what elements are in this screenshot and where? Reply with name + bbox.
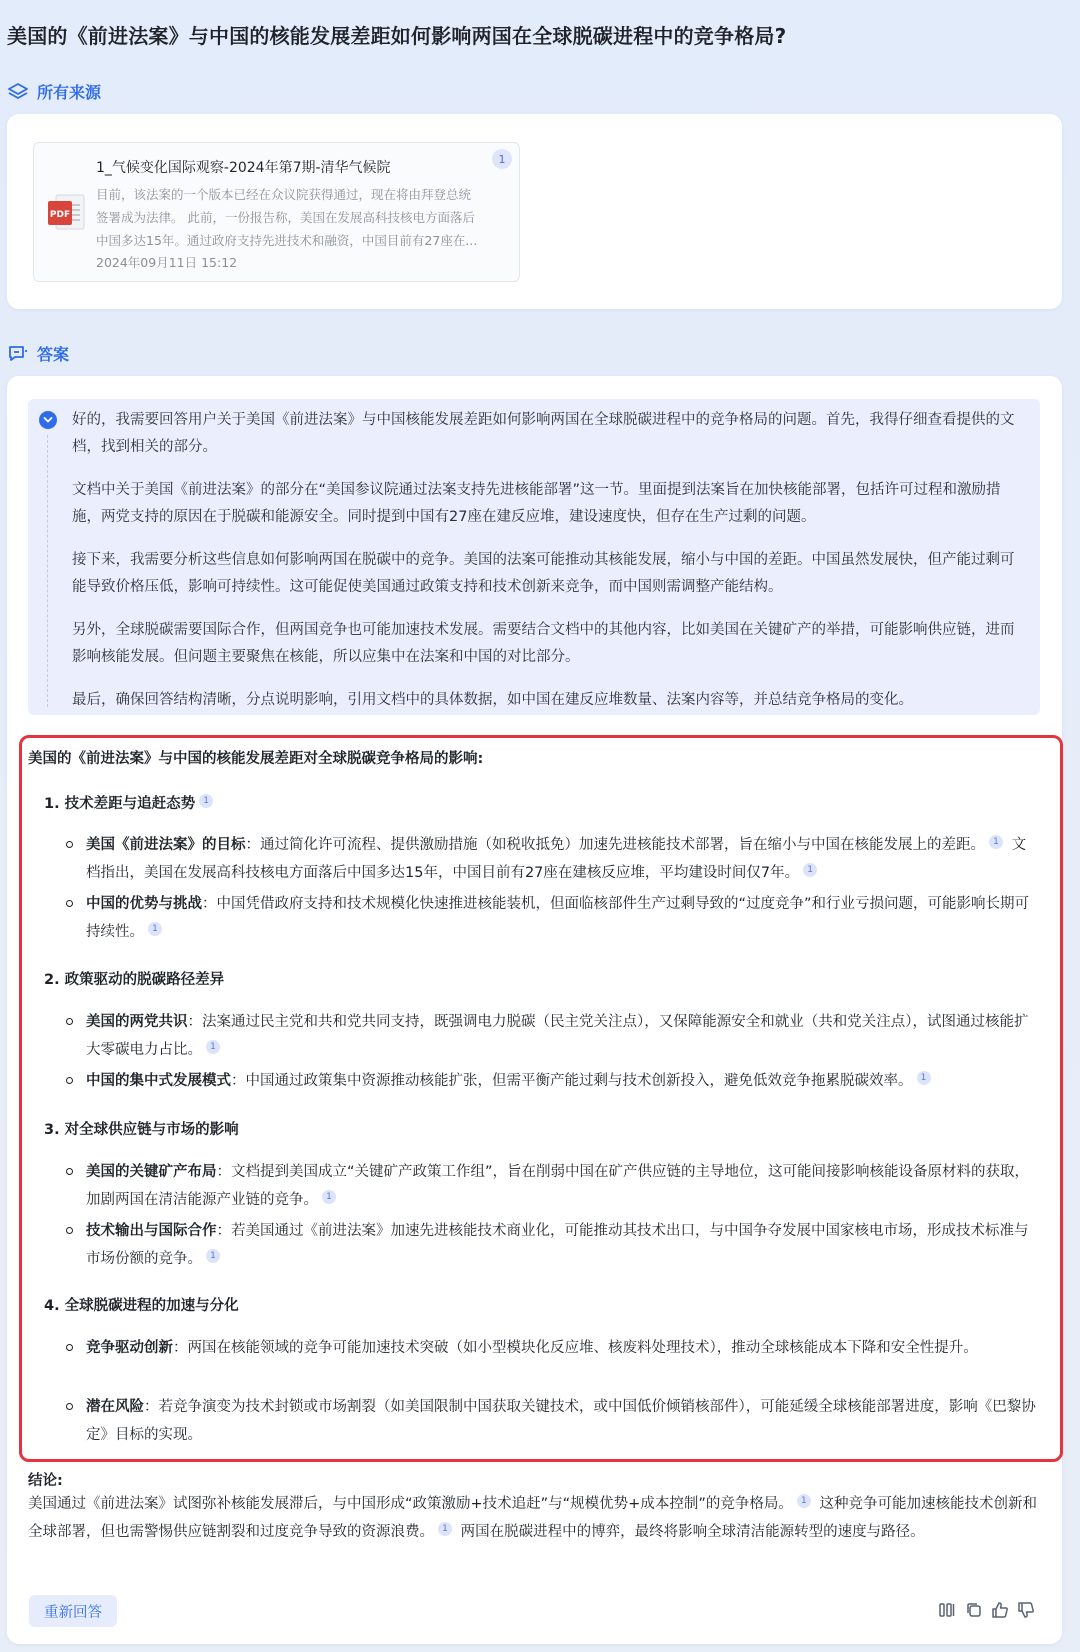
list-item: 竞争驱动创新：两国在核能领域的竞争可能加速技术突破（如小型模块化反应堆、核废料处理技术），推动全球核能成本下降和安全性提升。: [66, 1334, 1038, 1362]
thinking-text: [72, 407, 1020, 714]
question-title: 美国的《前进法案》与中国的核能发展差距如何影响两国在全球脱碳进程中的竞争格局?: [7, 24, 787, 48]
citation-badge[interactable]: 1: [322, 1190, 336, 1204]
thinking-collapse-toggle[interactable]: [39, 411, 57, 429]
citation-badge[interactable]: 1: [438, 1522, 452, 1536]
source-date: 2024年09月11日 15:12: [96, 255, 238, 270]
sources-header: [8, 80, 101, 103]
citation-badge[interactable]: 1: [917, 1071, 931, 1085]
source-card[interactable]: [33, 142, 520, 282]
source-index-badge: 1: [492, 149, 512, 169]
list-item: 中国的优势与挑战：中国凭借政府支持和技术规模化快速推进核能装机，但面临核部件生产过剩导致的“过度竞争”和行业亏损问题，可能影响长期可持续性。 1: [66, 890, 1038, 946]
copy-icon[interactable]: [965, 1601, 983, 1619]
thumbs-up-icon[interactable]: [991, 1601, 1009, 1619]
list-item: 中国的集中式发展模式：中国通过政策集中资源推动核能扩张，但需平衡产能过剩与技术创新投入，避免低效竞争拖累脱碳效率。 1: [66, 1067, 1038, 1095]
chevron-down-icon: [43, 416, 53, 424]
section-title: 4. 全球脱碳进程的加速与分化: [44, 1298, 239, 1314]
snippet-line: 签署成为法律。 此前，一份报告称，美国在发展高科技核电方面落后: [96, 210, 475, 225]
thinking-paragraph: 接下来，我需要分析这些信息如何影响两国在脱碳中的竞争。美国的法案可能推动其核能发展，缩小与中国的差距。中国虽然发展快，但产能过剩可能导致价格压低，影响可持续性。这可能促使美国通过政策支持和技术创新来竞争，而中国则需调整产能结构。: [72, 552, 1015, 595]
citation-badge[interactable]: 1: [148, 922, 162, 936]
pdf-file-icon: [48, 193, 88, 231]
answer-header-label: 答案: [37, 345, 70, 364]
list-item: 美国的关键矿产布局：文档提到美国成立“关键矿产政策工作组”，旨在削弱中国在矿产供应链的主导地位，这可能间接影响核能设备原材料的获取，加剧两国在清洁能源产业链的竞争。 1: [66, 1158, 1038, 1214]
list-item: 美国的两党共识：法案通过民主党和共和党共同支持，既强调电力脱碳（民主党关注点），又保障能源安全和就业（共和党关注点），试图通过核能扩大零碳电力占比。 1: [66, 1008, 1038, 1064]
regenerate-button[interactable]: 重新回答: [29, 1595, 117, 1627]
citation-badge[interactable]: 1: [206, 1249, 220, 1263]
thinking-paragraph: 文档中关于美国《前进法案》的部分在“美国参议院通过法案支持先进核能部署”这一节。里面提到法案旨在加快核能部署，包括许可过程和激励措施，两党支持的原因在于脱碳和能源安全。同时提到中国有27座在建反应堆，建设速度快，但存在生产过剩的问题。: [72, 482, 1001, 525]
source-title[interactable]: 1_气候变化国际观察-2024年第7期-清华气候院: [96, 160, 391, 176]
thinking-paragraph: 另外，全球脱碳需要国际合作，但两国竞争也可能加速技术发展。需要结合文档中的其他内容，比如美国在关键矿产的举措，可能影响供应链，进而影响核能发展。但问题主要聚焦在核能，所以应集中在法案和中国的对比部分。: [72, 622, 1015, 665]
section-title: 3. 对全球供应链与市场的影响: [44, 1122, 239, 1138]
citation-badge[interactable]: 1: [206, 1040, 220, 1054]
answer-header: [8, 342, 69, 365]
thinking-paragraph: 好的，我需要回答用户关于美国《前进法案》与中国核能发展差距如何影响两国在全球脱碳进程中的竞争格局的问题。首先，我得仔细查看提供的文档，找到相关的部分。: [72, 412, 1015, 455]
column-layout-icon[interactable]: [938, 1601, 956, 1619]
thumbs-down-icon[interactable]: [1017, 1601, 1035, 1619]
list-item: 潜在风险：若竞争演变为技术封锁或市场割裂（如美国限制中国获取关键技术，或中国低价倾销核部件），可能延缓全球核能部署进度，影响《巴黎协定》目标的实现。: [66, 1393, 1038, 1449]
pdf-label: PDF: [49, 210, 71, 220]
list-item: 技术输出与国际合作：若美国通过《前进法案》加速先进核能技术商业化，可能推动其技术出口，与中国争夺发展中国家核电市场，形成技术标准与市场份额的竞争。 1: [66, 1217, 1038, 1273]
snippet-line: 中国多达15年。通过政府支持先进技术和融资，中国目前有27座在...: [96, 233, 478, 248]
answer-heading: 美国的《前进法案》与中国的核能发展差距对全球脱碳竞争格局的影响:: [28, 751, 484, 767]
sources-header-label: 所有来源: [37, 83, 102, 102]
list-item: 美国《前进法案》的目标：通过简化许可流程、提供激励措施（如税收抵免）加速先进核能技术部署，旨在缩小与中国在核能发展上的差距。 1 文档指出，美国在发展高科技核电方面落后中国多达15年，中国目前有27座在建核反应堆，平均建设时间仅7年。 1: [66, 831, 1038, 887]
snippet-line: 目前，该法案的一个版本已经在众议院获得通过，现在将由拜登总统: [96, 187, 472, 202]
section-title: 2. 政策驱动的脱碳路径差异: [44, 972, 225, 988]
thinking-block: [28, 399, 1040, 715]
layers-icon: [8, 83, 28, 101]
citation-badge[interactable]: 1: [199, 794, 213, 808]
source-snippet: [96, 183, 500, 252]
chat-bubble-icon: [8, 345, 28, 363]
citation-badge[interactable]: 1: [797, 1494, 811, 1508]
thinking-guide-line: [47, 435, 48, 707]
citation-badge[interactable]: 1: [803, 863, 817, 877]
section-title: 1. 技术差距与追赶态势 1: [44, 792, 217, 813]
citation-badge[interactable]: 1: [989, 835, 1003, 849]
thinking-paragraph: 最后，确保回答结构清晰，分点说明影响，引用文档中的具体数据，如中国在建反应堆数量、法案内容等，并总结竞争格局的变化。: [72, 692, 913, 708]
sources-panel: [7, 114, 1062, 309]
conclusion-text: 美国通过《前进法案》试图弥补核能发展滞后，与中国形成“政策激励+技术追赶”与“规模优势+成本控制”的竞争格局。 1 这种竞争可能加速核能技术创新和全球部署，但也需警惕供应链割裂和过度竞争导致的资源浪费。 1 两国在脱碳进程中的博弈，最终将影响全球清洁能源转型的速度与路径。: [28, 1496, 1037, 1540]
conclusion-label: 结论:: [28, 1473, 63, 1489]
